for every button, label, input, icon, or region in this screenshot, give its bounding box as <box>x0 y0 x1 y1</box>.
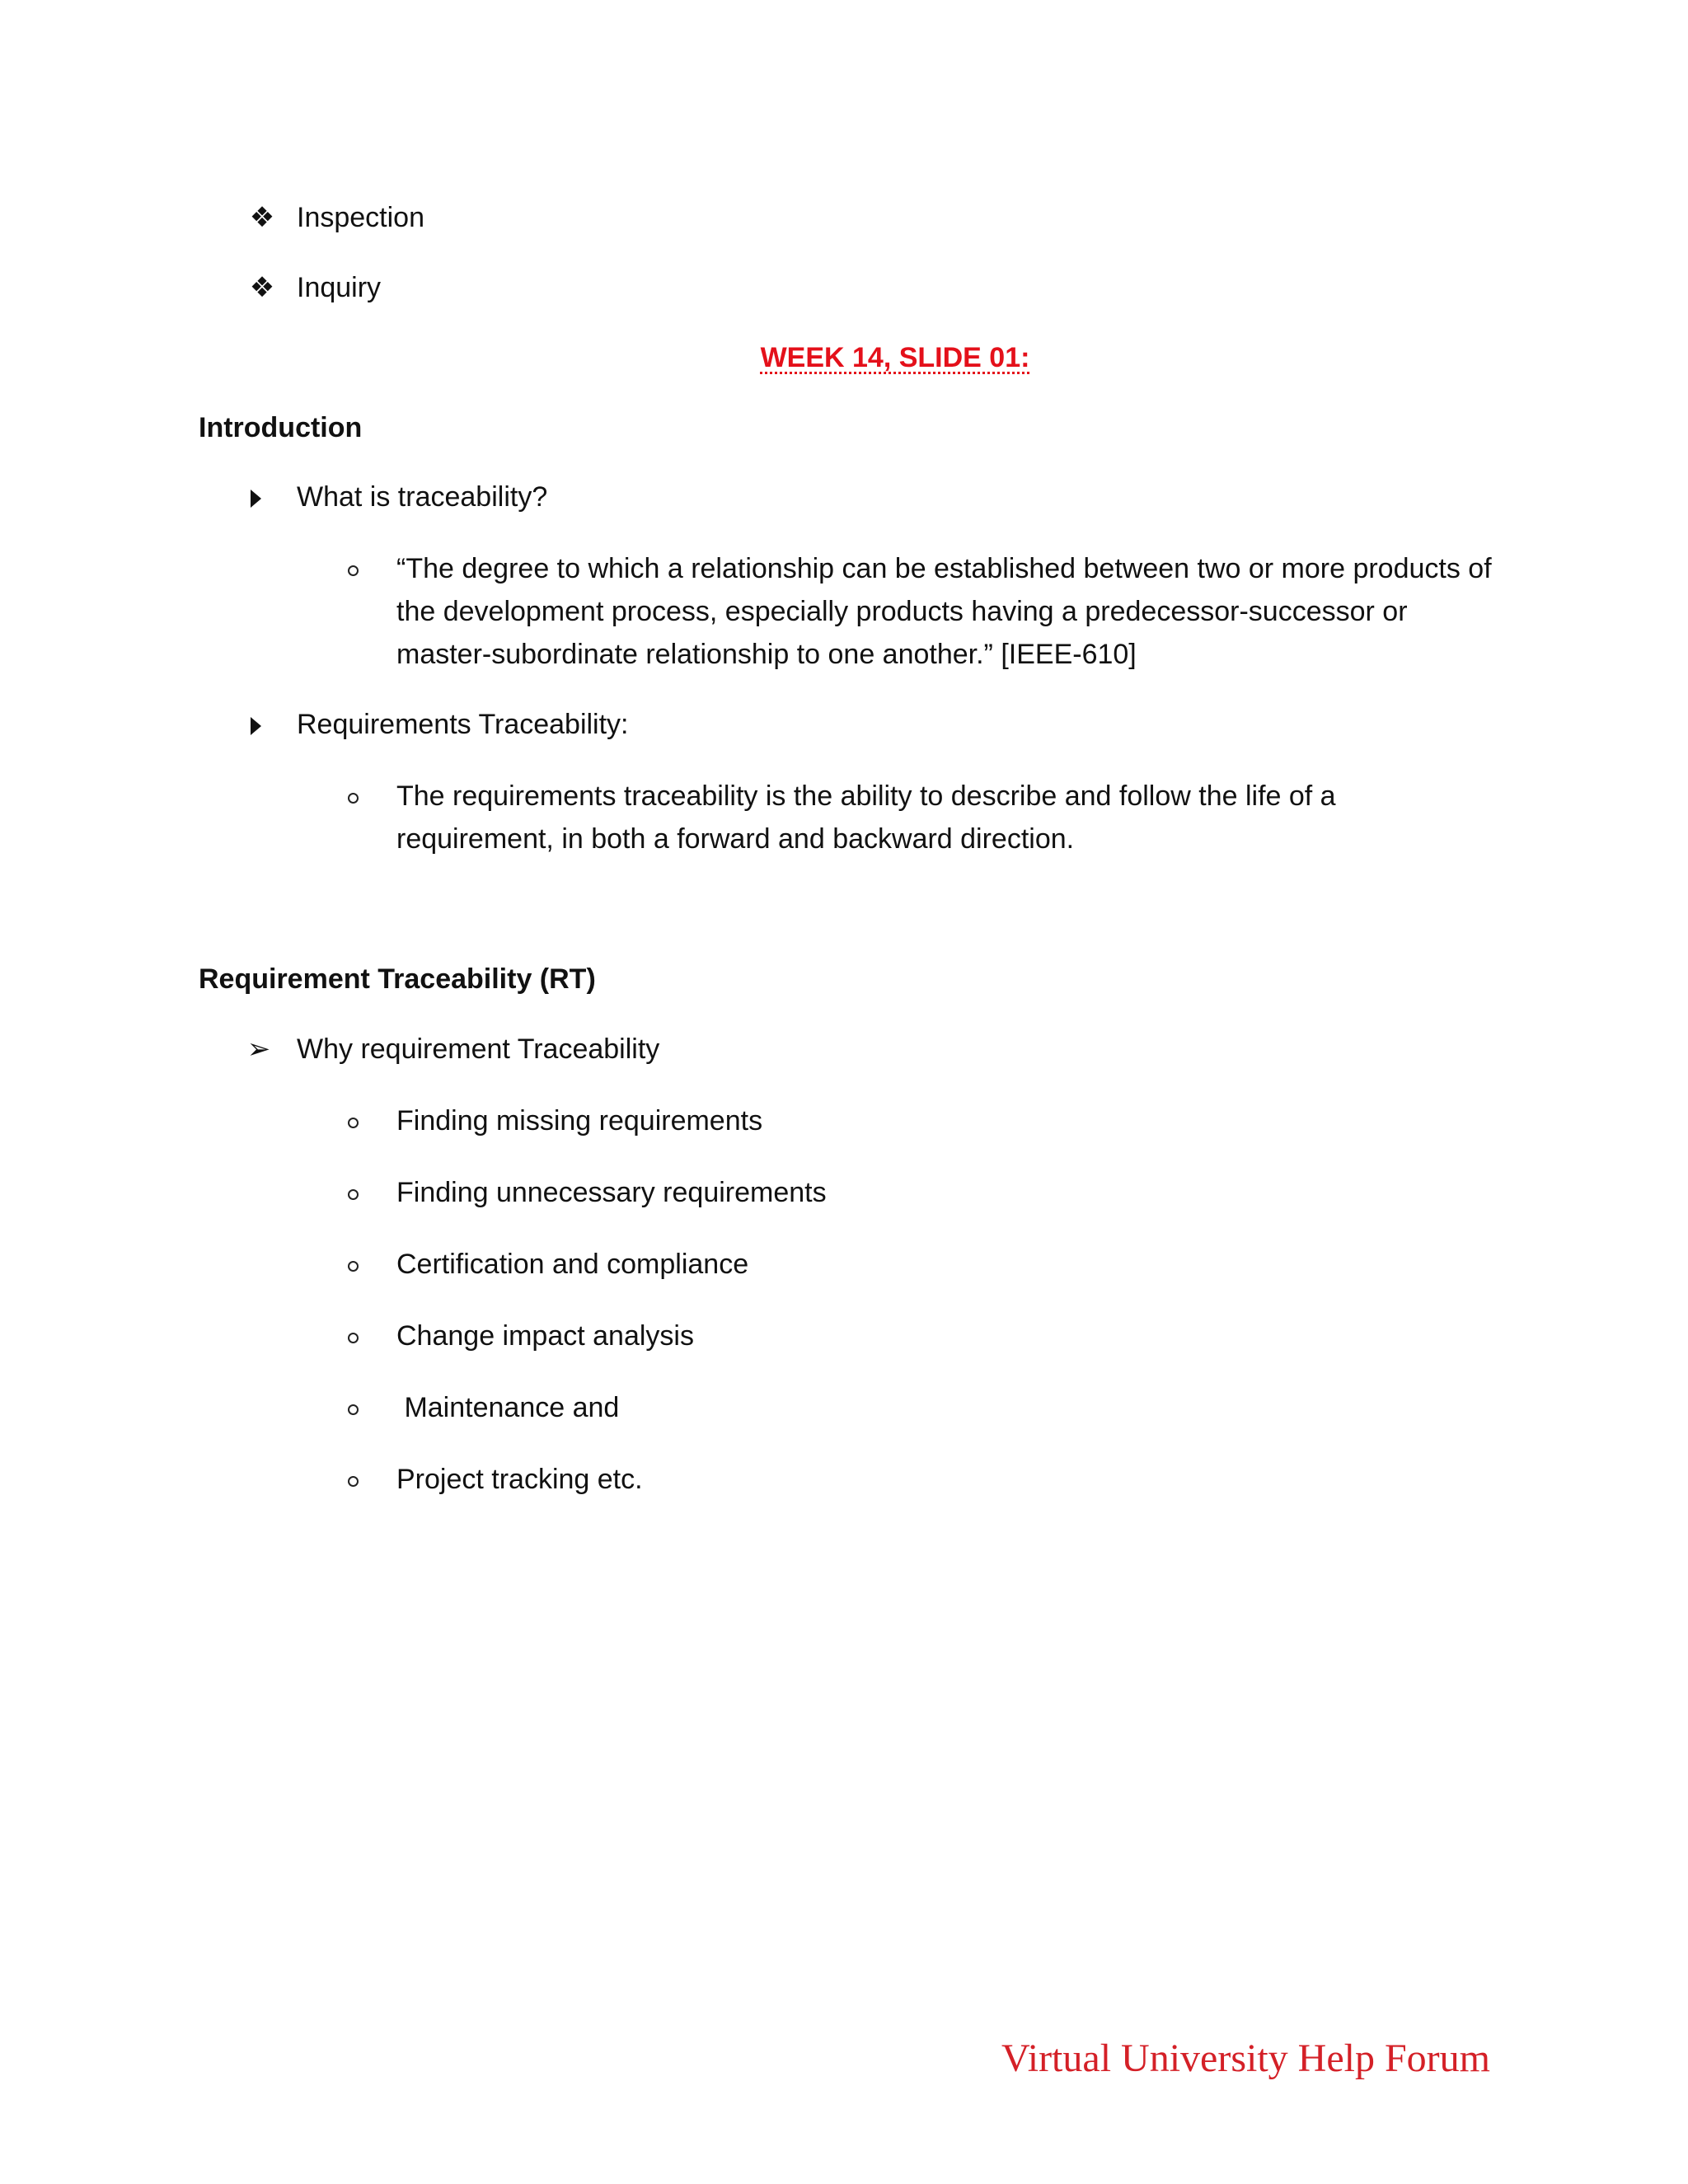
traceability-definition: “The degree to which a relationship can be established between two or more products of the development process, especially products having a predecessor-successor or master-subordinate relationship to one another.” [IEEE-610] <box>396 553 1492 670</box>
right-triangle-icon <box>239 703 272 746</box>
list-item: Finding unnecessary requirements <box>396 1177 827 1208</box>
why-rt-label: Why requirement Traceability <box>297 1033 660 1065</box>
list-item: Maintenance and <box>396 1392 620 1423</box>
small-circle-icon <box>336 1171 369 1214</box>
bullet-inspection: Inspection <box>297 202 424 233</box>
right-triangle-icon <box>239 476 272 518</box>
list-item: Project tracking etc. <box>396 1464 643 1495</box>
small-circle-icon <box>336 1243 369 1286</box>
introduction-heading: Introduction <box>199 412 363 443</box>
small-circle-icon <box>336 1315 369 1357</box>
small-circle-icon <box>336 1458 369 1501</box>
list-item: Finding missing requirements <box>396 1105 763 1137</box>
four-diamond-icon: ❖ <box>249 202 275 233</box>
small-circle-icon <box>336 1099 369 1142</box>
question-what-is-traceability: What is traceability? <box>297 481 548 513</box>
week-slide-title: WEEK 14, SLIDE 01: <box>760 342 1030 373</box>
list-item: Certification and compliance <box>396 1249 749 1280</box>
list-item: Change impact analysis <box>396 1320 694 1352</box>
arrowhead-icon: ➢ <box>246 1033 271 1065</box>
small-circle-icon <box>336 547 369 590</box>
four-diamond-icon: ❖ <box>249 272 275 303</box>
footer-watermark: Virtual University Help Forum <box>1001 2036 1490 2080</box>
requirements-traceability-definition: The requirements traceability is the ability to describe and follow the life of a requirement, in both a forward and backward direction. <box>396 780 1336 855</box>
small-circle-icon <box>336 1386 369 1429</box>
small-circle-icon <box>336 775 369 818</box>
requirements-traceability-label: Requirements Traceability: <box>297 709 629 740</box>
rt-heading: Requirement Traceability (RT) <box>199 963 596 995</box>
bullet-inquiry: Inquiry <box>297 272 382 303</box>
